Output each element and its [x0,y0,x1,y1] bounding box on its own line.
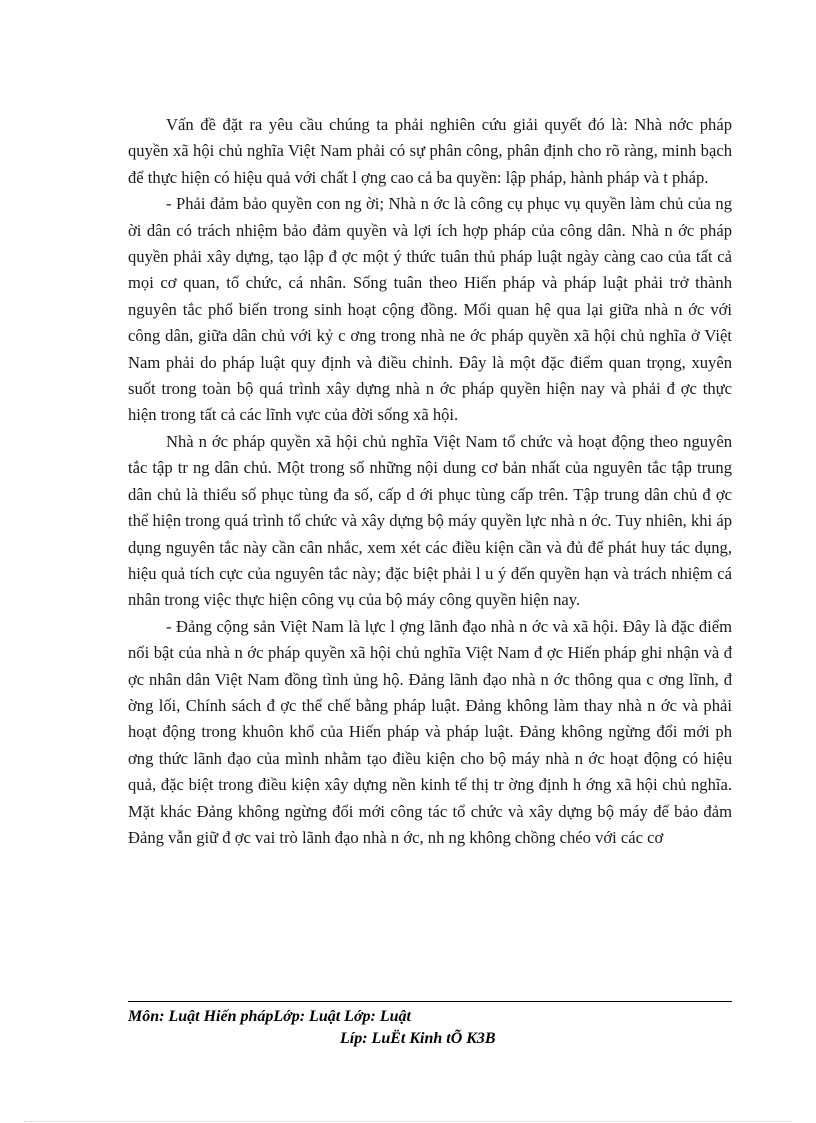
paragraph-separation-of-powers: Vấn đề đặt ra yêu cầu chúng ta phải nghiên cứu giải quyết đó là: Nhà nớc pháp quyền xã hội chủ nghĩa Việt Nam phải có sự phân công, phân định cho rõ ràng, minh bạch để thực hiện có hiệu quả với chất l ợng cao cả ba quyền: lập pháp, hành pháp và t pháp. [128,115,732,187]
footer-class-line: Líp: LuËt Kinh tÕ K3B [340,1030,496,1047]
page-footer [128,1006,732,1050]
footer-course-line: Môn: Luật Hiến phápLớp: Luật Lớp: Luật [128,1008,411,1025]
paragraph-democratic-centralism: Nhà n ớc pháp quyền xã hội chủ nghĩa Việt Nam tổ chức và hoạt động theo nguyên tắc tập tr ng dân chủ. Một trong số những nội dung cơ bản nhất của nguyên tắc tập trung dân chủ là thiểu số phục tùng đa số, cấp d ới phục tùng cấp trên. Tập trung dân chủ đ ợc thể hiện trong quá trình tổ chức và xây dựng bộ máy quyền lực nhà n ớc. Tuy nhiên, khi áp dụng nguyên tắc này cần cân nhắc, xem xét các điều kiện cần và đủ để phát huy tác dụng, hiệu quả tích cực của nguyên tắc này; đặc biệt phải l u ý đến quyền hạn và trách nhiệm cá nhân trong việc thực hiện công vụ của bộ máy công quyền hiện nay. [128,431,732,610]
paragraph-human-rights: - Phải đảm bảo quyền con ng ời; Nhà n ớc là công cụ phục vụ quyền làm chủ của ng ời dân có trách nhiệm bảo đảm quyền và lợi ích hợp pháp của công dân. Nhà n ớc pháp quyền phải xây dựng, tạo lập đ ợc một ý thức tuân thủ pháp luật ngày càng cao của tất cả mọi cơ quan, tổ chức, cá nhân. Sống tuân theo Hiến pháp và pháp luật phải trở thành nguyên tắc phổ biến trong sinh hoạt cộng đồng. Mối quan hệ qua lại giữa nhà n ớc với công dân, giữa dân chủ với kỷ c ơng trong nhà ne ớc pháp quyền xã hội chủ nghĩa ở Việt Nam phải do pháp luật quy định và điều chỉnh. Đây là một đặc điểm quan trọng, xuyên suốt trong toàn bộ quá trình xây dựng nhà n ớc pháp quyền hiện nay và phải đ ợc thực hiện trong tất cả các lĩnh vực của đời sống xã hội. [128,194,732,425]
paragraph-party-leadership: - Đảng cộng sản Việt Nam là lực l ợng lãnh đạo nhà n ớc và xã hội. Đây là đặc điểm nổi bật của nhà n ớc pháp quyền xã hội chủ nghĩa Việt Nam đ ợc Hiến pháp ghi nhận và đ ợc nhân dân Việt Nam đồng tình ủng hộ. Đảng lãnh đạo nhà n ớc thông qua c ơng lĩnh, đ ờng lối, Chính sách đ ợc thể chế bằng pháp luật. Đảng không làm thay nhà n ớc và phải hoạt động trong khuôn khổ của Hiến pháp và pháp luật. Đảng không ngừng đổi mới ph ơng thức lãnh đạo của mình nhằm tạo điều kiện cho bộ máy nhà n ớc hoạt động có hiệu quả, đặc biệt trong điều kiện xây dựng nền kinh tế thị tr ờng định h ớng xã hội chủ nghĩa. Mặt khác Đảng không ngừng đổi mới công tác tổ chức và xây dựng bộ máy để bảo đảm Đảng vẫn giữ đ ợc vai trò lãnh đạo nhà n ớc, nh ng không chồng chéo với các cơ [128,616,732,847]
document-body [128,112,732,851]
page-bottom-border [24,1121,792,1122]
footer-divider [128,1001,732,1002]
